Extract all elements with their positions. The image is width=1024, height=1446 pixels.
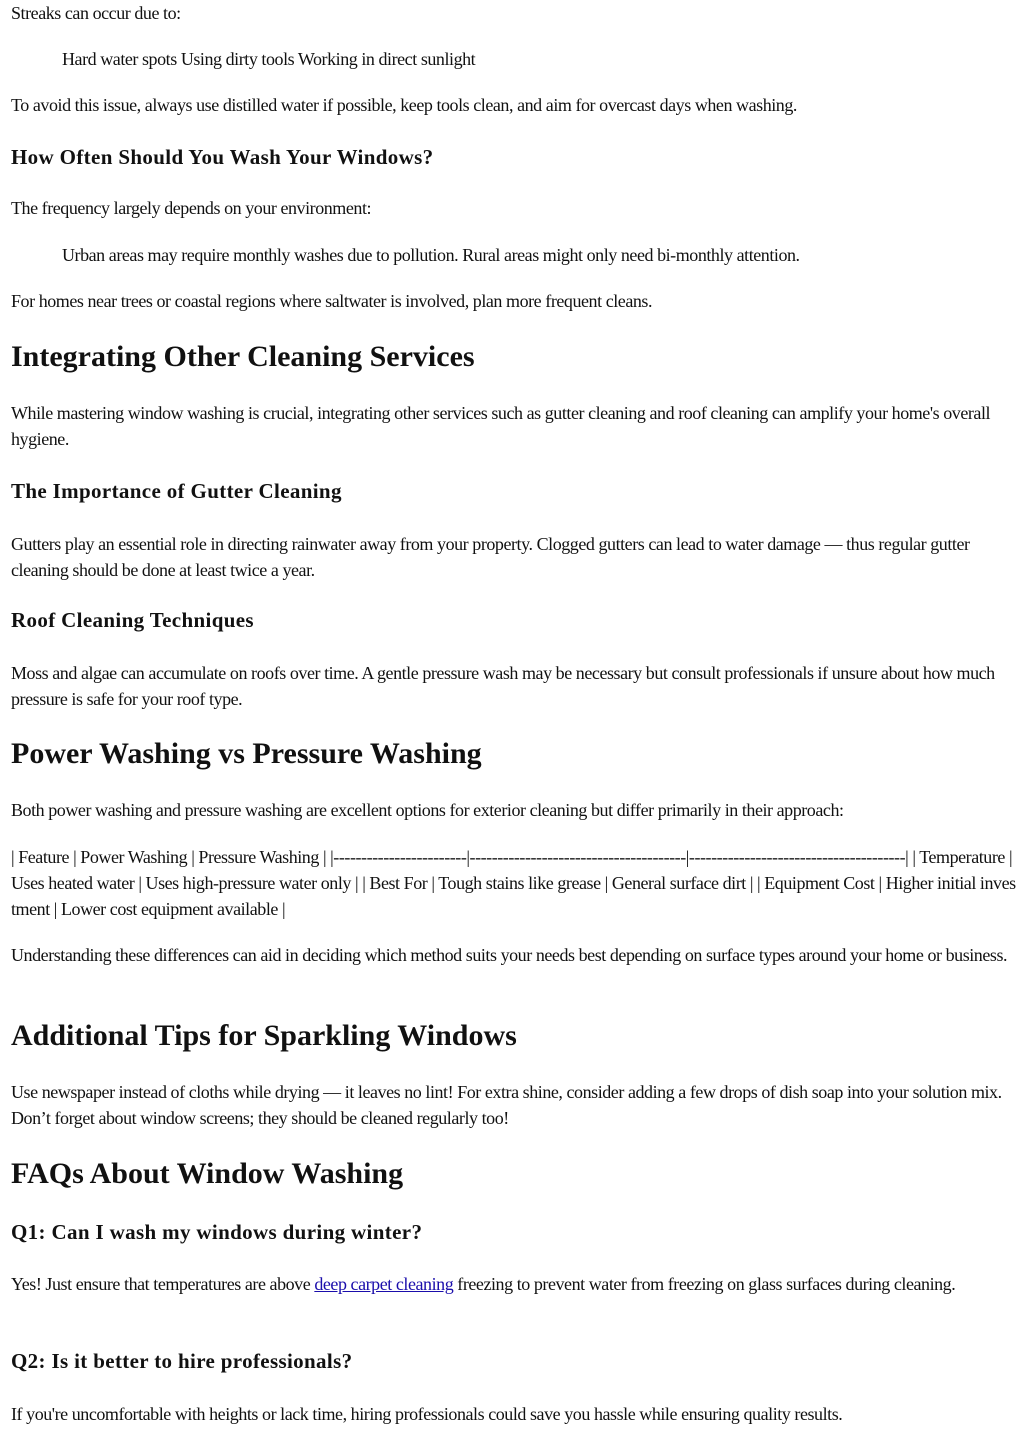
q2-answer: If you're uncomfortable with heights or lack time, hiring professionals could save you hassle while ensuring quality results.: [11, 1404, 843, 1424]
q1-answer-before: Yes! Just ensure that temperatures are above: [11, 1274, 315, 1294]
gutter-paragraph: Gutters play an essential role in directing rainwater away from your property. Clogged gutters can lead to water damage — thus regular gutter cleaning should be done at least twice a year.: [11, 534, 970, 580]
roof-paragraph: Moss and algae can accumulate on roofs over time. A gentle pressure wash may be necessary but consult professionals if unsure about how much pressure is safe for your roof type.: [11, 663, 995, 709]
frequency-intro: The frequency largely depends on your environment:: [11, 198, 372, 218]
heading-roof: Roof Cleaning Techniques: [11, 608, 254, 632]
power-outro: Understanding these differences can aid in deciding which method suits your needs best depending on surface types around your home or business.: [11, 945, 1008, 965]
deep-carpet-cleaning-link[interactable]: deep carpet cleaning: [314, 1274, 454, 1294]
heading-tips: Additional Tips for Sparkling Windows: [11, 1019, 517, 1052]
streaks-list: Hard water spots Using dirty tools Working in direct sunlight: [62, 49, 476, 69]
heading-q1: Q1: Can I wash my windows during winter?: [11, 1220, 423, 1244]
heading-q2: Q2: Is it better to hire professionals?: [11, 1349, 353, 1373]
heading-how-often: How Often Should You Wash Your Windows?: [11, 145, 434, 169]
heading-power-vs-pressure: Power Washing vs Pressure Washing: [11, 737, 482, 770]
frequency-trees-paragraph: For homes near trees or coastal regions where saltwater is involved, plan more frequent cleans.: [11, 291, 653, 311]
integrating-paragraph: While mastering window washing is crucial, integrating other services such as gutter cleaning and roof cleaning can amplify your home's overall hygiene.: [11, 403, 991, 449]
frequency-list: Urban areas may require monthly washes due to pollution. Rural areas might only need bi-monthly attention.: [62, 245, 800, 265]
heading-integrating: Integrating Other Cleaning Services: [11, 340, 475, 373]
tips-paragraph: Use newspaper instead of cloths while drying — it leaves no lint! For extra shine, consider adding a few drops of dish soap into your solution mix. Don’t forget about window screens; they should be cleaned regularly too!: [11, 1082, 1002, 1128]
q1-answer-after: freezing to prevent water from freezing on glass surfaces during cleaning.: [453, 1274, 956, 1294]
power-table-raw: | Feature | Power Washing | Pressure Washing | |------------------------|---------------------------------------|---------------------------------------| | Temperature | Uses heated water | Uses high-pressure water only | | Best For | Tough stains like grease | General surface dirt | | Equipment Cost | Higher initial investment | Lower cost equipment available |: [11, 847, 1016, 919]
heading-faqs: FAQs About Window Washing: [11, 1157, 404, 1190]
streaks-intro: Streaks can occur due to:: [11, 3, 181, 23]
power-intro: Both power washing and pressure washing are excellent options for exterior cleaning but differ primarily in their approach:: [11, 800, 844, 820]
streaks-avoid-paragraph: To avoid this issue, always use distilled water if possible, keep tools clean, and aim for overcast days when washing.: [11, 95, 797, 115]
q1-answer: [11, 1271, 1017, 1297]
heading-gutter: The Importance of Gutter Cleaning: [11, 479, 342, 503]
